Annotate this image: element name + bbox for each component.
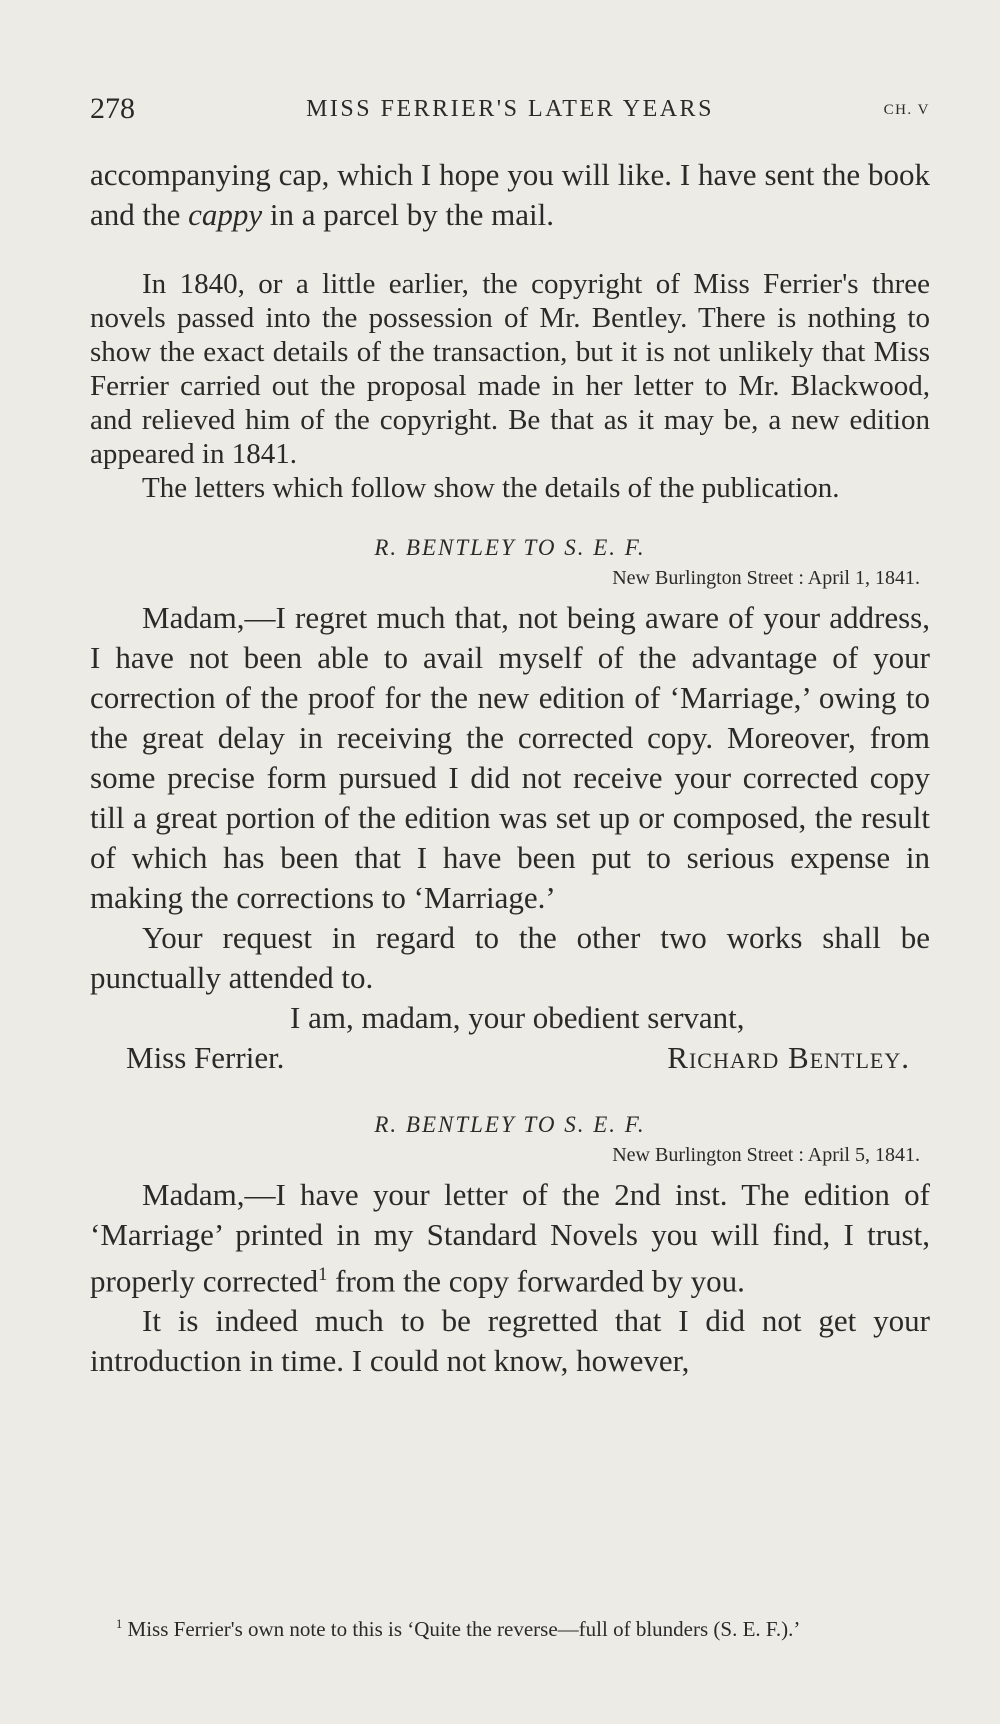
spacer <box>90 235 930 267</box>
continued-paragraph: accompanying cap, which I hope you will like. I have sent the book and the cappy in a parcel by the mail. <box>90 157 930 232</box>
letter-1-paragraph-2: Your request in regard to the other two works shall be punctually attended to. <box>90 920 930 995</box>
page-header <box>90 92 930 126</box>
cappy-italic: cappy <box>188 197 263 232</box>
page-body <box>90 155 930 1381</box>
narrative-paragraph-1: In 1840, or a little earlier, the copyright of Miss Ferrier's three novels passed into the possession of Mr. Bentley. There is nothing to show the exact details of the transaction, but it is not unlikely that Miss Ferrier carried out the proposal made in her letter to Mr. Blackwood, and relieved him of the copyright. Be that as it may be, a new edition appeared in 1841. <box>90 268 930 470</box>
letter-2-paragraph-2: It is indeed much to be regretted that I did not get your introduction in time. I could not know, however, <box>90 1303 930 1379</box>
letter-2-paragraph-1: Madam,—I have your letter of the 2nd inst. The edition of ‘Marriage’ printed in my Standard Novels you will find, I trust, properly corrected$^1$ from the copy forwarded by you. <box>90 1177 930 1299</box>
footnote <box>82 1610 932 1643</box>
letter-1-signature: Richard Bentley. <box>667 1040 910 1075</box>
letter-1-addressee: Miss Ferrier. <box>126 1040 285 1075</box>
letter-1-paragraph-1: Madam,—I regret much that, not being aware of your address, I have not been able to avail myself of the advantage of your correction of the proof for the new edition of ‘Marriage,’ owing to the great delay in receiving the corrected copy. Moreover, from some precise form pursued I did not receive your corrected copy till a great portion of the edition was set up or composed, the result of which has been that I have been put to serious expense in making the corrections to ‘Marriage.’ <box>90 600 930 915</box>
narrative-paragraph-2: The letters which follow show the details of the publication. <box>142 472 840 504</box>
letter-dateline-1: New Burlington Street : April 1, 1841. <box>612 567 920 589</box>
page-number: 278 <box>90 92 135 125</box>
running-title: MISS FERRIER'S LATER YEARS <box>306 96 714 122</box>
letter-1-closing: I am, madam, your obedient servant, <box>290 1000 745 1035</box>
chapter-label: CH. V <box>883 102 930 118</box>
letter-dateline-2: New Burlington Street : April 5, 1841. <box>612 1144 920 1166</box>
letter-1-signature-line <box>90 1038 930 1078</box>
footnote-marker: 1 <box>318 1264 328 1285</box>
footnote-text: Miss Ferrier's own note to this is ‘Quite the reverse—full of blunders (S. E. F.).’ <box>122 1617 801 1641</box>
letter-heading-1: R. BENTLEY TO S. E. F. <box>374 535 646 560</box>
letter-heading-2: R. BENTLEY TO S. E. F. <box>374 1112 646 1137</box>
footnote-number: 1 <box>116 1617 123 1631</box>
